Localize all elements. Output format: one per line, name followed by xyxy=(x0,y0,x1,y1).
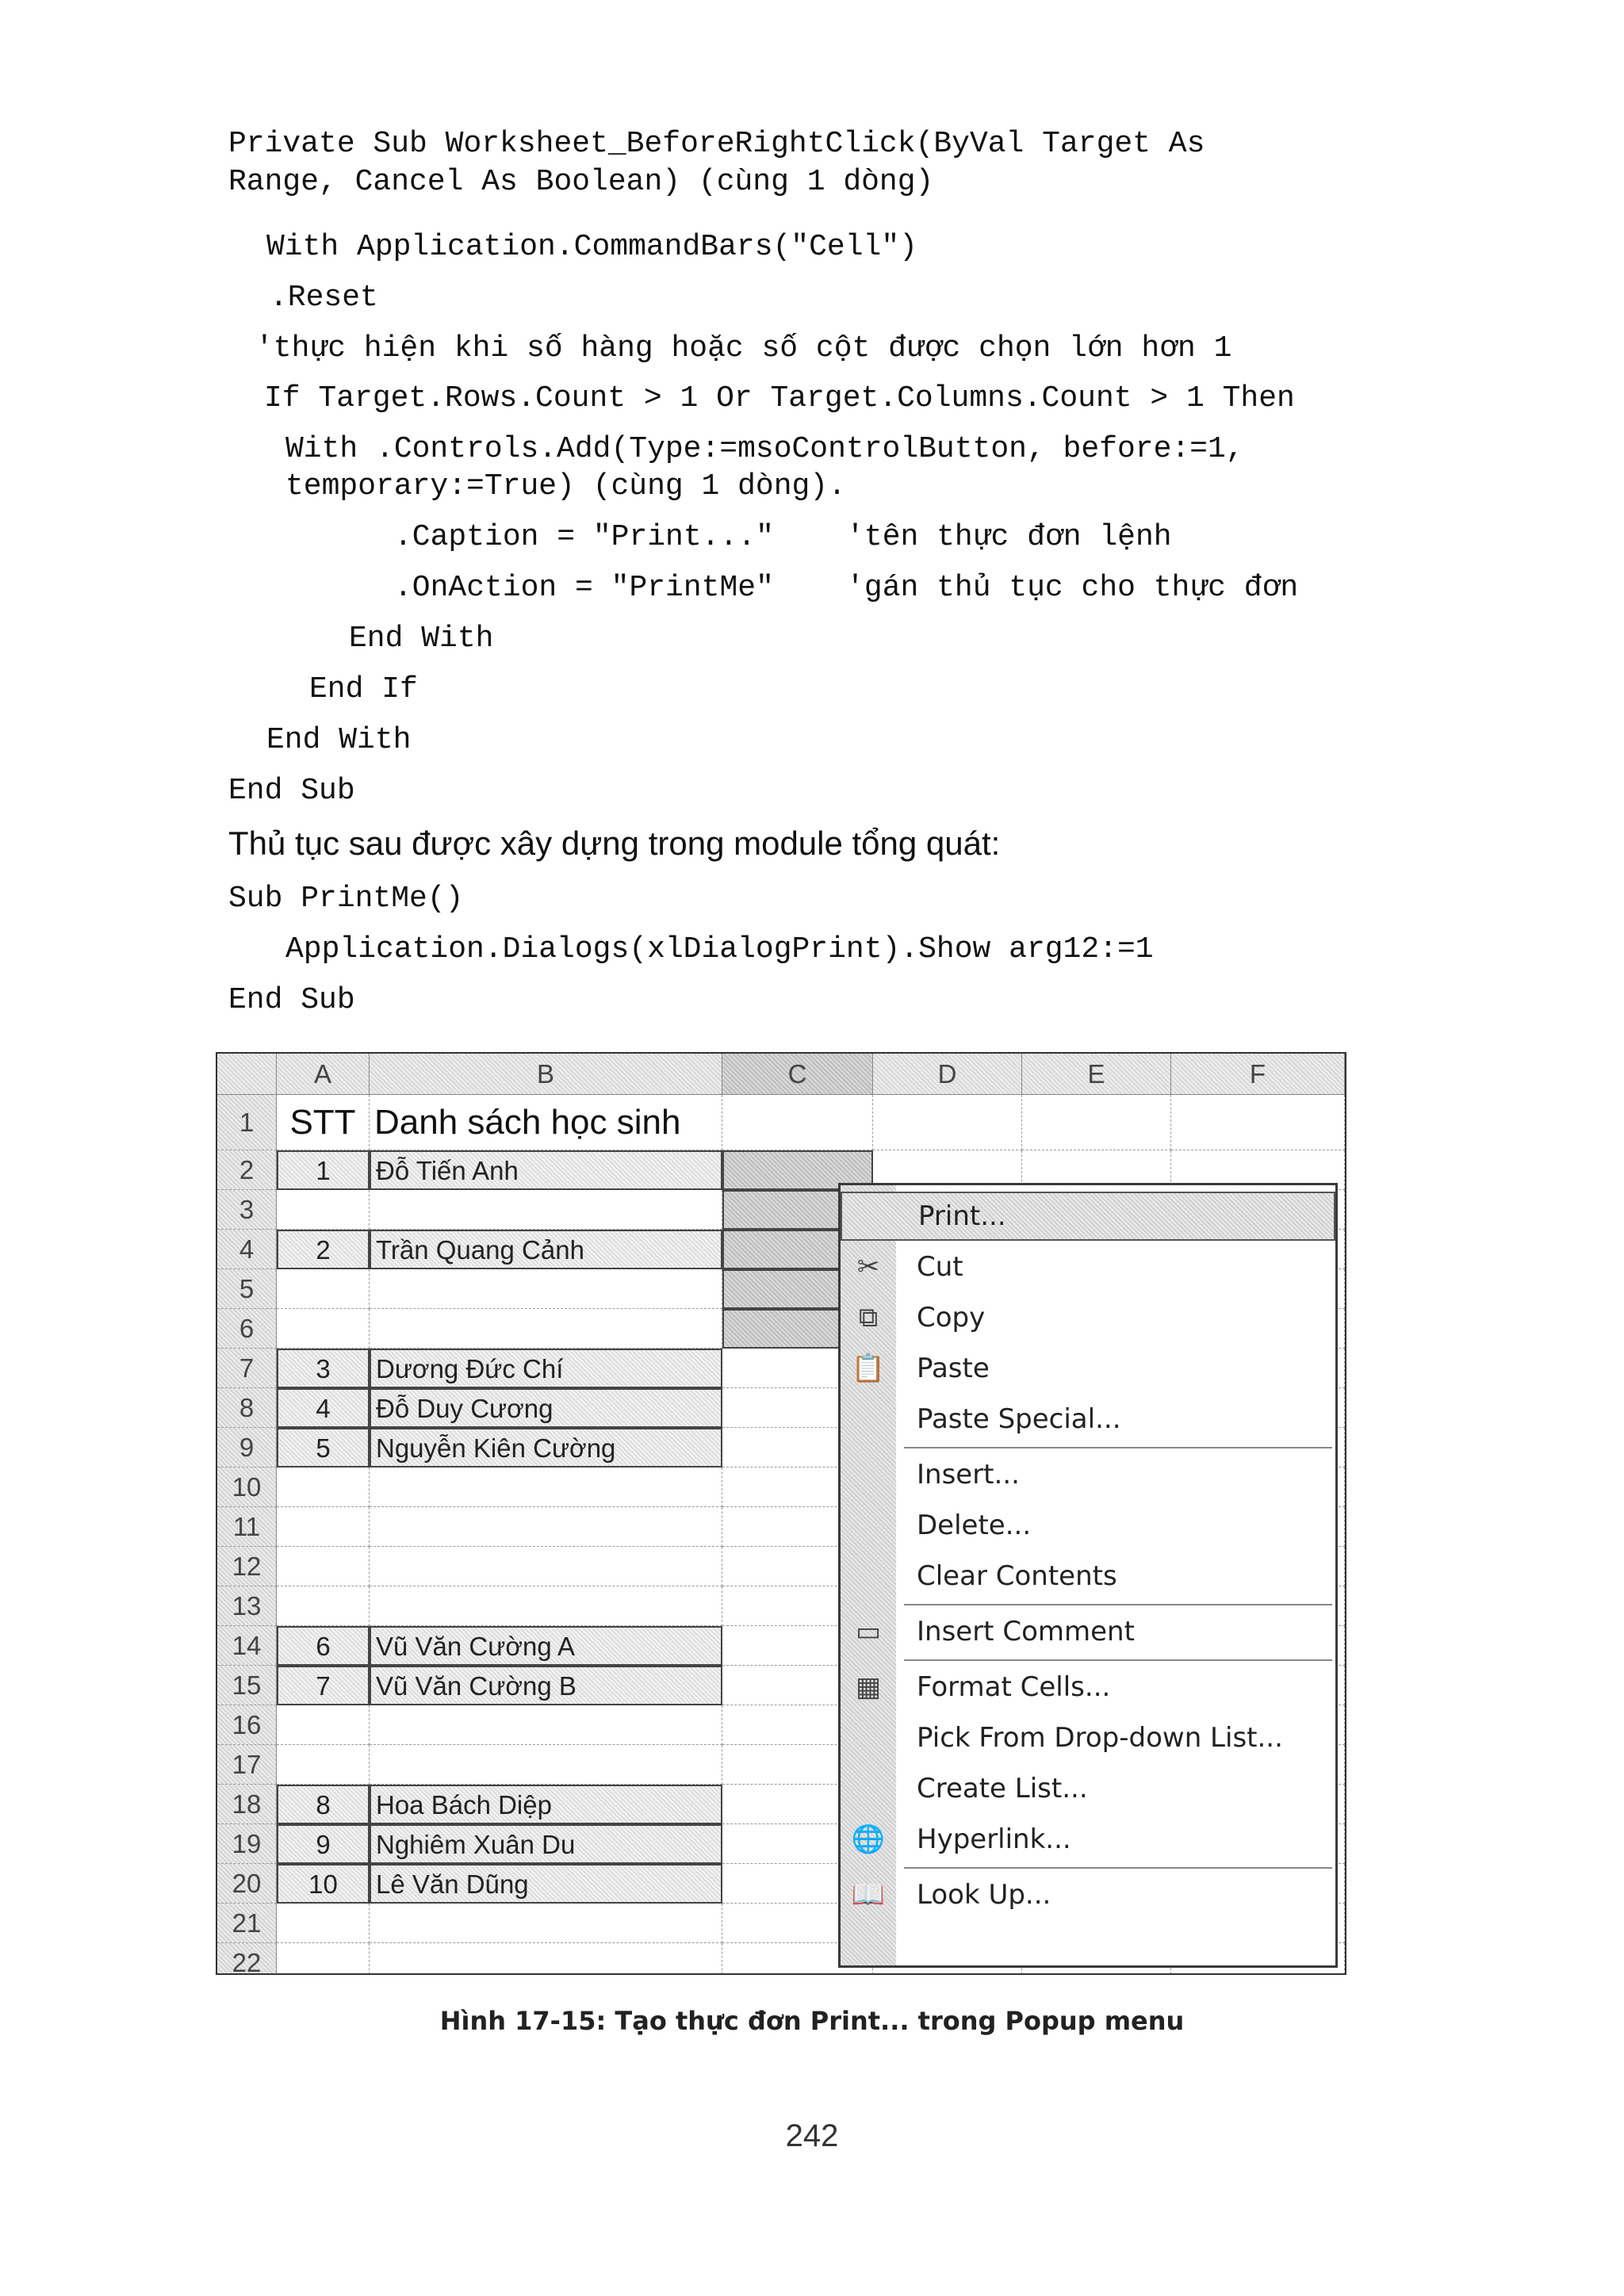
row-header[interactable]: 13 xyxy=(217,1586,277,1626)
cut-icon: ✂ xyxy=(856,1251,880,1283)
column-header-a[interactable]: A xyxy=(277,1054,370,1095)
row-header[interactable]: 6 xyxy=(217,1309,277,1349)
row-header[interactable]: 22 xyxy=(217,1943,277,1975)
cell xyxy=(873,1095,1022,1150)
stt-cell: 10 xyxy=(277,1864,370,1904)
student-name-cell xyxy=(370,1309,722,1349)
column-header-c[interactable]: C xyxy=(722,1054,873,1095)
code-line: With .Controls.Add(Type:=msoControlButton, before:=1, xyxy=(285,432,1244,466)
menu-separator xyxy=(904,1447,1332,1448)
cell xyxy=(722,1095,873,1150)
menu-item-paste-special[interactable] xyxy=(841,1395,1335,1444)
stt-cell xyxy=(277,1547,370,1586)
student-name-cell: Vũ Văn Cường A xyxy=(370,1626,722,1666)
row-header[interactable]: 19 xyxy=(217,1824,277,1864)
column-header-d[interactable]: D xyxy=(873,1054,1022,1095)
row-header[interactable]: 17 xyxy=(217,1745,277,1785)
student-name-cell: Đỗ Tiến Anh xyxy=(370,1150,722,1190)
menu-item-cut[interactable] xyxy=(841,1242,1335,1292)
cell xyxy=(1022,1095,1171,1150)
student-name-cell: Nguyễn Kiên Cường xyxy=(370,1428,722,1468)
lookup-icon: 📖 xyxy=(851,1879,886,1911)
comment-icon: ▭ xyxy=(855,1616,882,1647)
student-name-cell xyxy=(370,1586,722,1626)
stt-cell: 4 xyxy=(277,1388,370,1428)
code-line: Application.Dialogs(xlDialogPrint).Show arg12:=1 xyxy=(285,932,1154,966)
menu-item-print[interactable] xyxy=(841,1192,1335,1241)
code-line: Sub PrintMe() xyxy=(228,882,464,916)
stt-cell: 6 xyxy=(277,1626,370,1666)
row-header[interactable]: 14 xyxy=(217,1626,277,1666)
student-name-cell xyxy=(370,1547,722,1586)
row-header[interactable]: 5 xyxy=(217,1269,277,1309)
format-cells-icon: ▦ xyxy=(855,1671,882,1703)
menu-item-format-cells[interactable] xyxy=(841,1663,1335,1712)
row-header[interactable]: 4 xyxy=(217,1230,277,1269)
row-header[interactable]: 12 xyxy=(217,1547,277,1586)
menu-item-label: Paste xyxy=(917,1353,990,1384)
menu-item-insert-comment[interactable] xyxy=(841,1607,1335,1656)
code-line: temporary:=True) (cùng 1 dòng). xyxy=(285,469,846,503)
cell xyxy=(1171,1095,1345,1150)
code-line: .OnAction = "PrintMe" 'gán thủ tục cho thực đơn xyxy=(394,571,1299,605)
list-title: Danh sách học sinh xyxy=(370,1095,722,1150)
column-header-e[interactable]: E xyxy=(1022,1054,1171,1095)
row-header[interactable]: 10 xyxy=(217,1468,277,1507)
menu-item-label: Pick From Drop-down List... xyxy=(917,1722,1283,1754)
menu-item-label: Paste Special... xyxy=(917,1403,1121,1435)
copy-icon: ⧉ xyxy=(858,1302,879,1334)
menu-item-delete[interactable] xyxy=(841,1501,1335,1550)
student-name-cell xyxy=(370,1190,722,1230)
row-header[interactable]: 9 xyxy=(217,1428,277,1468)
stt-header: STT xyxy=(277,1095,370,1150)
row-header[interactable]: 8 xyxy=(217,1388,277,1428)
code-line: Range, Cancel As Boolean) (cùng 1 dòng) xyxy=(228,165,934,199)
menu-separator xyxy=(904,1604,1332,1605)
row-header[interactable]: 7 xyxy=(217,1349,277,1388)
stt-cell xyxy=(277,1904,370,1943)
row-header[interactable]: 11 xyxy=(217,1507,277,1547)
stt-cell: 7 xyxy=(277,1666,370,1705)
paste-icon: 📋 xyxy=(851,1353,886,1384)
code-line: If Target.Rows.Count > 1 Or Target.Columns.Count > 1 Then xyxy=(264,381,1295,415)
student-name-cell: Nghiêm Xuân Du xyxy=(370,1824,722,1864)
student-name-cell xyxy=(370,1705,722,1745)
row-header[interactable]: 2 xyxy=(217,1150,277,1190)
figure-caption: Hình 17-15: Tạo thực đơn Print... trong Popup menu xyxy=(439,2006,1185,2036)
stt-cell: 5 xyxy=(277,1428,370,1468)
code-line: End With xyxy=(349,622,494,656)
stt-cell xyxy=(277,1309,370,1349)
stt-cell xyxy=(277,1190,370,1230)
code-line: End Sub xyxy=(228,983,355,1017)
page-number: 242 xyxy=(785,2118,839,2153)
student-name-cell xyxy=(370,1745,722,1785)
menu-item-pick-from-drop-down-list[interactable] xyxy=(841,1713,1335,1762)
row-header[interactable]: 16 xyxy=(217,1705,277,1745)
stt-cell xyxy=(277,1586,370,1626)
select-all-corner[interactable] xyxy=(217,1054,277,1095)
hyperlink-icon: 🌐 xyxy=(851,1823,886,1855)
menu-separator xyxy=(904,1867,1332,1869)
student-name-cell: Lê Văn Dũng xyxy=(370,1864,722,1904)
stt-cell: 1 xyxy=(277,1150,370,1190)
row-header[interactable]: 21 xyxy=(217,1904,277,1943)
column-header-f[interactable]: F xyxy=(1171,1054,1345,1095)
stt-cell xyxy=(277,1745,370,1785)
context-menu xyxy=(838,1183,1338,1968)
column-header-b[interactable]: B xyxy=(370,1054,722,1095)
stt-cell xyxy=(277,1705,370,1745)
row-header[interactable]: 15 xyxy=(217,1666,277,1705)
student-name-cell xyxy=(370,1468,722,1507)
stt-cell xyxy=(277,1943,370,1975)
body-text: Thủ tục sau được xây dựng trong module tổng quát: xyxy=(228,825,1001,862)
menu-item-label: Print... xyxy=(918,1200,1006,1232)
code-line: With Application.CommandBars("Cell") xyxy=(266,230,917,264)
code-line: End With xyxy=(266,723,412,757)
stt-cell xyxy=(277,1269,370,1309)
stt-cell xyxy=(277,1507,370,1547)
menu-item-label: Copy xyxy=(917,1302,986,1334)
menu-item-label: Hyperlink... xyxy=(917,1823,1071,1855)
row-header[interactable]: 20 xyxy=(217,1864,277,1904)
stt-cell: 8 xyxy=(277,1785,370,1824)
stt-cell xyxy=(277,1468,370,1507)
menu-item-insert[interactable] xyxy=(841,1450,1335,1499)
row-header[interactable]: 18 xyxy=(217,1785,277,1824)
row-header[interactable]: 1 xyxy=(217,1095,277,1150)
student-name-cell: Hoa Bách Diệp xyxy=(370,1785,722,1824)
menu-item-label: Create List... xyxy=(917,1773,1088,1804)
menu-item-label: Delete... xyxy=(917,1510,1032,1541)
menu-item-label: Format Cells... xyxy=(917,1671,1111,1703)
student-name-cell xyxy=(370,1507,722,1547)
stt-cell: 2 xyxy=(277,1230,370,1269)
student-name-cell: Trần Quang Cảnh xyxy=(370,1230,722,1269)
menu-separator xyxy=(904,1659,1332,1661)
menu-item-create-list[interactable] xyxy=(841,1764,1335,1813)
menu-item-clear-contents[interactable] xyxy=(841,1552,1335,1601)
code-line: End If xyxy=(309,672,418,706)
menu-item-label: Insert... xyxy=(917,1459,1020,1490)
row-header[interactable]: 3 xyxy=(217,1190,277,1230)
menu-item-paste[interactable] xyxy=(841,1344,1335,1393)
code-line: .Caption = "Print..." 'tên thực đơn lệnh xyxy=(394,520,1172,554)
menu-item-label: Insert Comment xyxy=(917,1616,1135,1647)
stt-cell: 9 xyxy=(277,1824,370,1864)
code-line: End Sub xyxy=(228,774,355,808)
menu-item-look-up[interactable] xyxy=(841,1870,1335,1919)
code-line: 'thực hiện khi số hàng hoặc số cột được chọn lớn hơn 1 xyxy=(255,331,1232,365)
menu-item-copy[interactable] xyxy=(841,1293,1335,1342)
menu-item-label: Cut xyxy=(917,1251,963,1283)
stt-cell: 3 xyxy=(277,1349,370,1388)
menu-item-hyperlink[interactable] xyxy=(841,1815,1335,1864)
student-name-cell: Vũ Văn Cường B xyxy=(370,1666,722,1705)
code-line: Private Sub Worksheet_BeforeRightClick(ByVal Target As xyxy=(228,127,1205,161)
menu-item-label: Clear Contents xyxy=(917,1560,1117,1592)
code-line: .Reset xyxy=(270,281,378,315)
student-name-cell: Đỗ Duy Cương xyxy=(370,1388,722,1428)
student-name-cell: Dương Đức Chí xyxy=(370,1349,722,1388)
student-name-cell xyxy=(370,1943,722,1975)
student-name-cell xyxy=(370,1904,722,1943)
student-name-cell xyxy=(370,1269,722,1309)
menu-item-label: Look Up... xyxy=(917,1879,1051,1911)
